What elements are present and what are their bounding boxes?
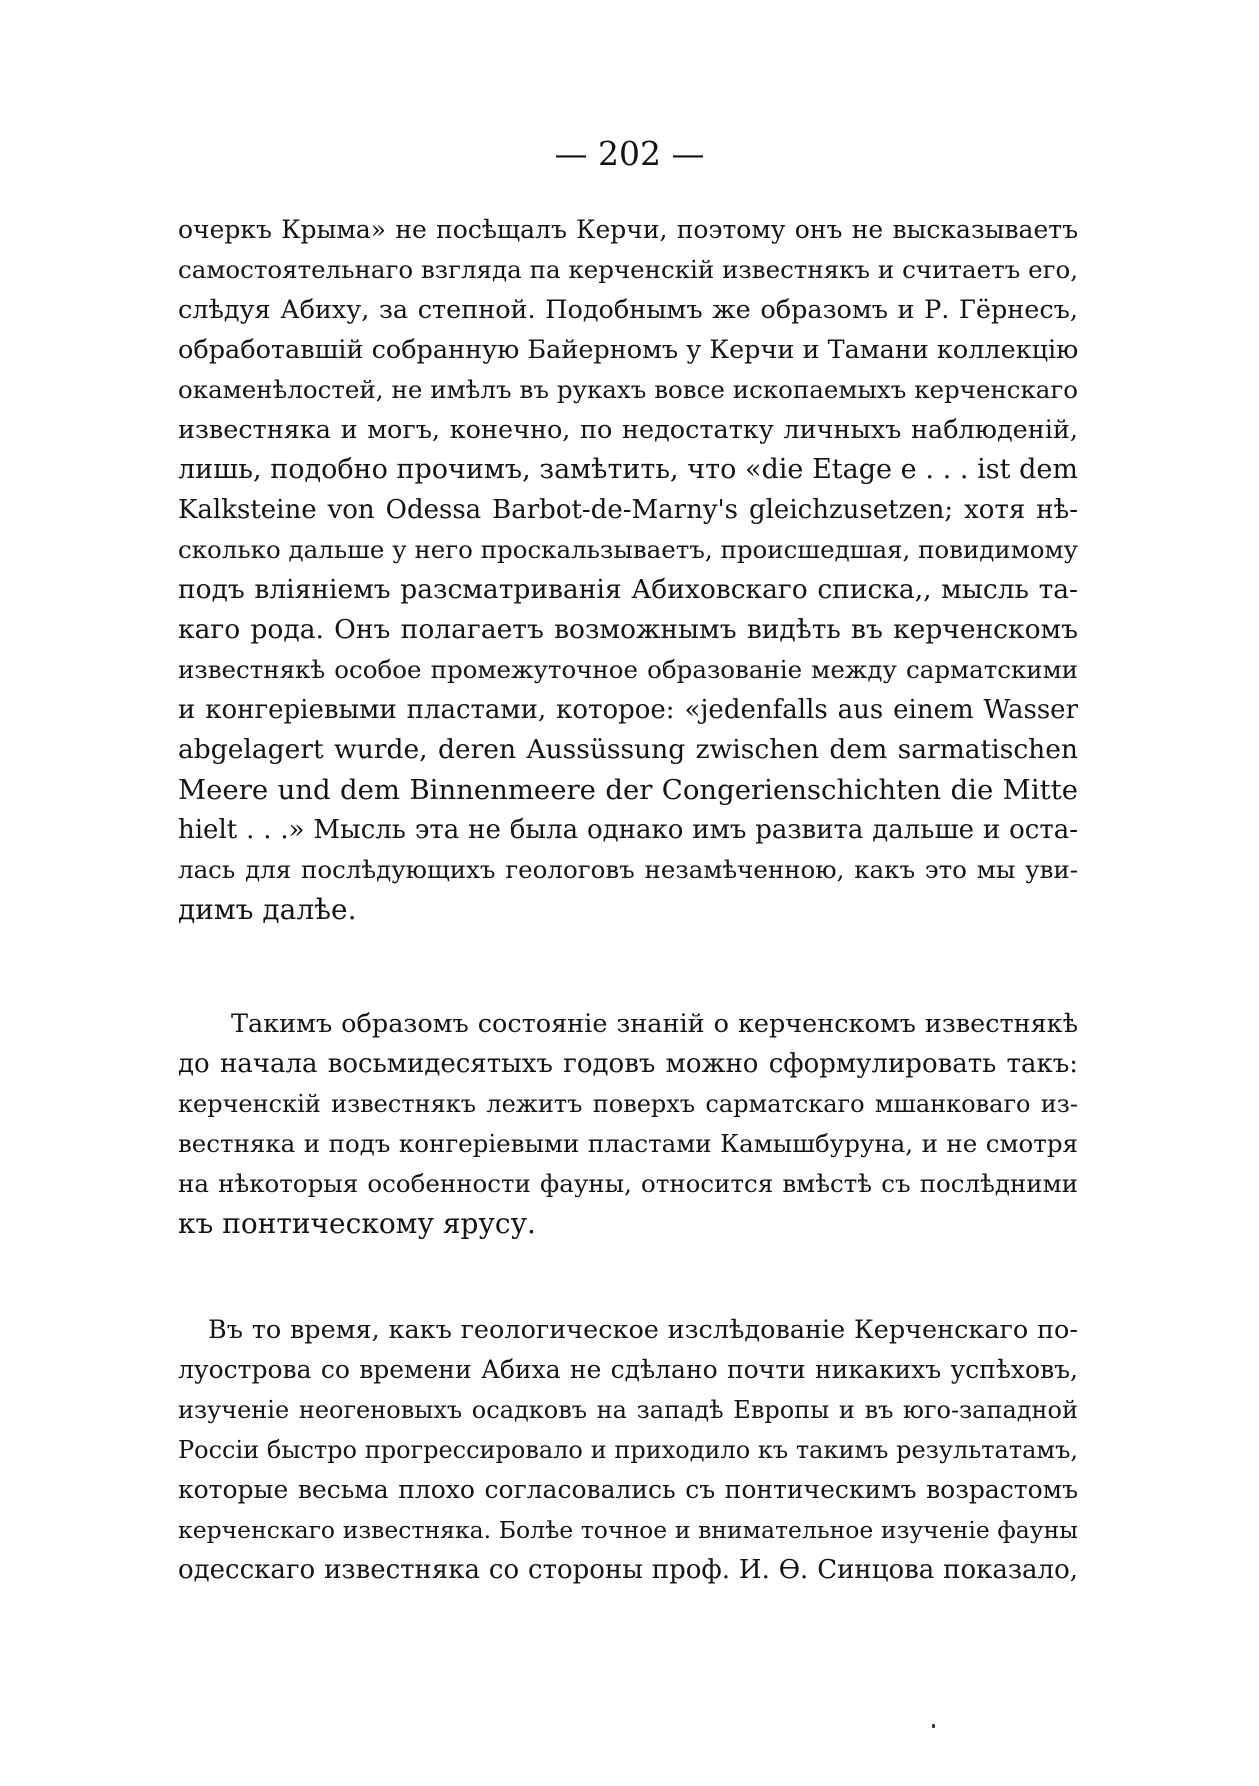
text-line: очеркъ Крыма» не посѣщалъ Керчи, поэтому онъ не высказываетъ (178, 215, 1078, 244)
text-line: къ понтическому ярусу. (178, 1207, 536, 1240)
text-line: Meere und dem Binnenmeere der Congerienschichten die Mitte (178, 774, 1078, 806)
text-line: изученіе неогеновыхъ осадковъ на западѣ Европы и въ юго-западной (178, 1396, 1078, 1424)
text-line: известнякѣ особое промежуточное образованіе между сарматскими (178, 655, 1078, 684)
text-line: на нѣкоторыя особенности фауны, относится вмѣстѣ съ послѣдними (178, 1169, 1078, 1198)
text-line: и конгеріевыми пластами, которое: «jedenfalls aus einem Wasser (178, 695, 1078, 725)
text-line: самостоятельнаго взгляда па керченскій известнякъ и считаетъ его, (178, 255, 1078, 284)
text-line: обработавшій собранную Байерномъ у Керчи и Тамани коллекцію (178, 335, 1078, 365)
ink-speck (932, 1724, 935, 1728)
text-line: которые весьма плохо согласовались съ понтическимъ возрастомъ (178, 1475, 1078, 1504)
text-line: димъ далѣе. (178, 893, 357, 926)
text-line: Kalksteine von Odessa Barbot-de-Marny's gleichzusetzen; хотя нѣ- (178, 495, 1078, 525)
paragraph-1 (178, 210, 1078, 930)
text-line: керченскій известнякъ лежитъ поверхъ сарматскаго мшанковаго из- (178, 1090, 1078, 1118)
text-line: одесскаго известняка со стороны проф. И. Ѳ. Синцова показало, (178, 1555, 1078, 1585)
text-line: abgelagert wurde, deren Aussüssung zwischen dem sarmatischen (178, 734, 1078, 765)
text-line: Въ то время, какъ геологическое изслѣдованіе Керченскаго по- (208, 1315, 1078, 1345)
text-line: лишь, подобно прочимъ, замѣтить, что «die Etage e . . . ist dem (178, 454, 1078, 485)
text-line: вестняка и подъ конгеріевыми пластами Камышбуруна, и не смотря (178, 1129, 1078, 1158)
text-line: слѣдуя Абиху, за степной. Подобнымъ же образомъ и Р. Гёрнесъ, (178, 295, 1078, 325)
text-line: известняка и могъ, конечно, по недостатку личныхъ наблюденій, (178, 415, 1078, 445)
text-line: каго рода. Онъ полагаетъ возможнымъ видѣть въ керченскомъ (178, 614, 1078, 645)
text-line: луострова со времени Абиха не сдѣлано почти никакихъ успѣховъ, (178, 1355, 1078, 1384)
text-line: Такимъ образомъ состояніе знаній о керченскомъ известнякѣ (231, 1009, 1078, 1039)
text-line: подъ вліяніемъ разсматриванія Абиховскаго списка,, мысль та- (178, 574, 1078, 605)
text-line: Россіи быстро прогрессировало и приходило къ такимъ результатамъ, (178, 1436, 1078, 1464)
text-line: до начала восьмидесятыхъ годовъ можно сформулировать такъ: (178, 1049, 1078, 1079)
text-line: керченскаго известняка. Болѣе точное и внимательное изученіе фауны (178, 1516, 1078, 1544)
page-number: — 202 — (554, 134, 705, 173)
paragraph-3 (178, 1310, 1078, 1590)
text-line: сколько дальше у него проскальзываетъ, происшедшая, повидимому (178, 535, 1078, 564)
text-line: лась для послѣдующихъ геологовъ незамѣченною, какъ это мы уви- (178, 855, 1078, 884)
text-line: hielt . . .» Мысль эта не была однако имъ развита дальше и оста- (178, 815, 1078, 845)
text-line: окаменѣлостей, не имѣлъ въ рукахъ вовсе ископаемыхъ керченскаго (178, 375, 1078, 404)
paragraph-2 (178, 1004, 1078, 1244)
